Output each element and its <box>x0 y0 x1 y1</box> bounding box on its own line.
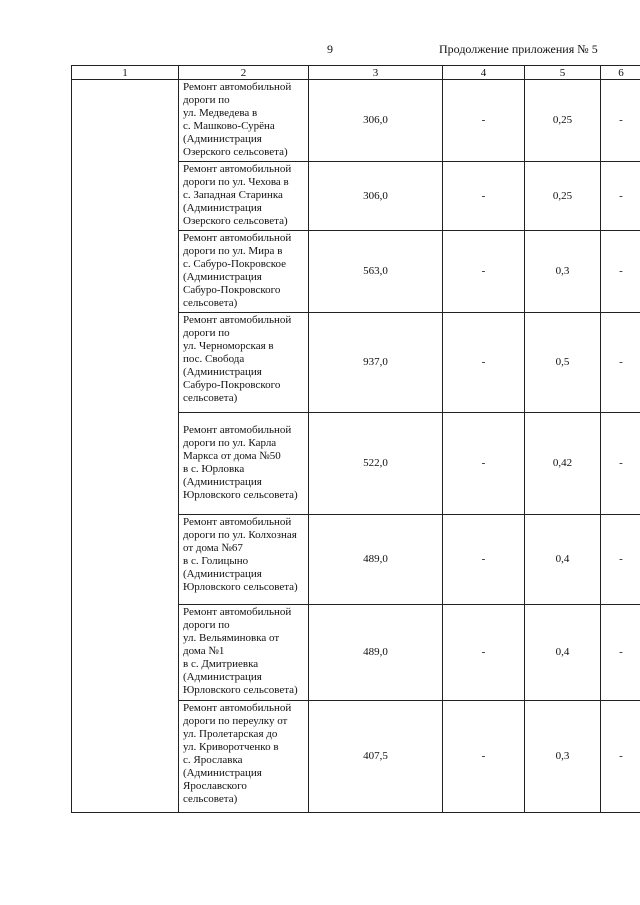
column-6-cell: - <box>601 413 640 515</box>
column-header: 1 <box>72 66 179 80</box>
column-header: 5 <box>525 66 601 80</box>
road-repair-description: Ремонт автомобильной дороги по ул. Вельяминовка от дома №1 в с. Дмитриевка (Администрация Юрловского сельсовета) <box>179 605 309 701</box>
length-cell: 0,4 <box>525 515 601 605</box>
column-4-cell: - <box>443 515 525 605</box>
amount-cell: 522,0 <box>309 413 443 515</box>
column-4-cell: - <box>443 605 525 701</box>
amount-cell: 489,0 <box>309 515 443 605</box>
road-repair-description: Ремонт автомобильной дороги по ул. Карла Маркса от дома №50 в с. Юрловка (Администрация Юрловского сельсовета) <box>179 413 309 515</box>
column-6-cell: - <box>601 80 640 162</box>
road-repair-description: Ремонт автомобильной дороги по ул. Медведева в с. Машково-Сурёна (Администрация Озерского сельсовета) <box>179 80 309 162</box>
empty-first-column-cell <box>72 80 179 813</box>
column-header: 2 <box>179 66 309 80</box>
table-row <box>72 80 640 162</box>
road-repair-description: Ремонт автомобильной дороги по переулку от ул. Пролетарская до ул. Криворотченко в с. Ярославка (Администрация Ярославского сельсовета) <box>179 701 309 813</box>
length-cell: 0,25 <box>525 162 601 231</box>
amount-cell: 306,0 <box>309 162 443 231</box>
column-header: 4 <box>443 66 525 80</box>
length-cell: 0,3 <box>525 701 601 813</box>
continuation-label: Продолжение приложения № 5 <box>439 42 598 56</box>
column-header: 6 <box>601 66 640 80</box>
road-repair-description: Ремонт автомобильной дороги по ул. Черноморская в пос. Свобода (Администрация Сабуро-Покровского сельсовета) <box>179 313 309 413</box>
amount-cell: 937,0 <box>309 313 443 413</box>
column-6-cell: - <box>601 605 640 701</box>
amount-cell: 306,0 <box>309 80 443 162</box>
page-number: 9 <box>327 42 333 56</box>
column-6-cell: - <box>601 162 640 231</box>
column-4-cell: - <box>443 231 525 313</box>
road-repair-description: Ремонт автомобильной дороги по ул. Чехова в с. Западная Старинка (Администрация Озерского сельсовета) <box>179 162 309 231</box>
road-repair-description: Ремонт автомобильной дороги по ул. Колхозная от дома №67 в с. Голицыно (Администрация Юрловского сельсовета) <box>179 515 309 605</box>
road-repair-description: Ремонт автомобильной дороги по ул. Мира в с. Сабуро-Покровское (Администрация Сабуро-Покровского сельсовета) <box>179 231 309 313</box>
column-6-cell: - <box>601 313 640 413</box>
amount-cell: 489,0 <box>309 605 443 701</box>
column-6-cell: - <box>601 231 640 313</box>
column-4-cell: - <box>443 413 525 515</box>
column-4-cell: - <box>443 80 525 162</box>
column-4-cell: - <box>443 701 525 813</box>
budget-table <box>71 65 640 813</box>
column-6-cell: - <box>601 515 640 605</box>
column-number-row <box>72 66 640 80</box>
amount-cell: 407,5 <box>309 701 443 813</box>
column-4-cell: - <box>443 162 525 231</box>
length-cell: 0,5 <box>525 313 601 413</box>
column-4-cell: - <box>443 313 525 413</box>
amount-cell: 563,0 <box>309 231 443 313</box>
length-cell: 0,4 <box>525 605 601 701</box>
column-header: 3 <box>309 66 443 80</box>
length-cell: 0,25 <box>525 80 601 162</box>
length-cell: 0,42 <box>525 413 601 515</box>
column-6-cell: - <box>601 701 640 813</box>
length-cell: 0,3 <box>525 231 601 313</box>
